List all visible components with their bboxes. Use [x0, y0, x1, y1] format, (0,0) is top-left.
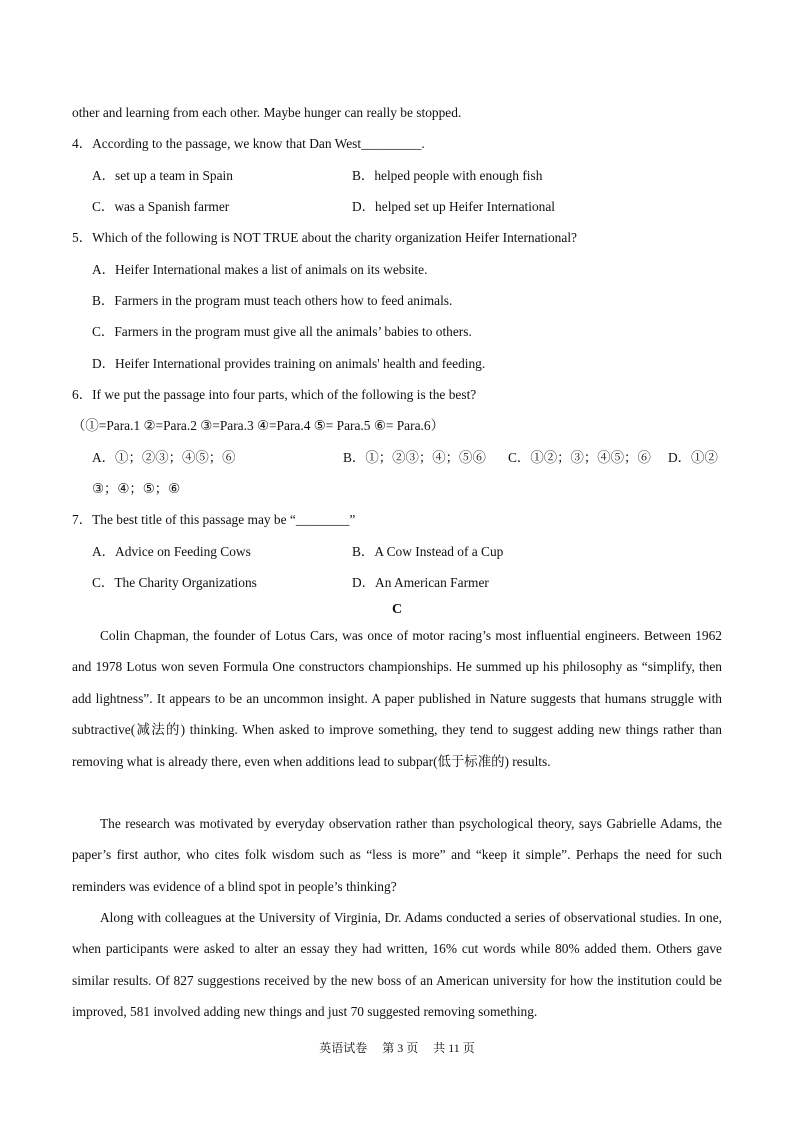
question-6-option-a: A．①；②③；④⑤；⑥: [92, 450, 236, 465]
footer-total-pages: 共 11 页: [433, 1041, 475, 1055]
question-6-option-c: C．①②；③；④⑤；⑥: [508, 450, 651, 465]
footer-subject: 英语试卷: [319, 1041, 368, 1055]
question-4-option-b: B．helped people with enough fish: [352, 168, 543, 183]
question-4-option-d: D．helped set up Heifer International: [352, 199, 556, 214]
question-7-stem: 7．The best title of this passage may be “________”: [72, 512, 356, 527]
question-5-option-b: B．Farmers in the program must teach others how to feed animals.: [92, 293, 453, 308]
question-7-option-b: B．A Cow Instead of a Cup: [352, 544, 504, 559]
section-c-title: C: [391, 602, 403, 617]
question-4-option-c: C．was a Spanish farmer: [92, 199, 230, 214]
question-6-note: （①=Para.1 ②=Para.2 ③=Para.3 ④=Para.4 ⑤= Para.5 ⑥= Para.6）: [72, 418, 444, 433]
question-7-option-c: C．The Charity Organizations: [92, 575, 257, 590]
question-6-stem: 6．If we put the passage into four parts, which of the following is the best?: [72, 387, 477, 402]
question-5-option-c: C．Farmers in the program must give all the animals’ babies to others.: [92, 324, 472, 339]
section-c-paragraph-1: Colin Chapman, the founder of Lotus Cars, was once of motor racing’s most influential engineers. Between 1962 and 1978 Lotus won seven Formula One constructors championships. He summed up his philosophy as “simplify, then add lightness”. It appears to be an uncommon insight. A paper published in Nature suggests that humans struggle with subtractive(减法的) thinking. When asked to improve something, they tend to suggest adding new things rather than removing what is already there, even when additions lead to subpar(低于标准的) results.: [72, 628, 722, 769]
question-5-option-d: D．Heifer International provides training on animals' health and feeding.: [92, 356, 486, 371]
intro-tail-text: other and learning from each other. Maybe hunger can really be stopped.: [72, 105, 462, 120]
question-4-stem: 4．According to the passage, we know that Dan West_________.: [72, 136, 425, 151]
question-5-option-a: A．Heifer International makes a list of animals on its website.: [92, 262, 428, 277]
question-6-option-d-wrap: ③；④；⑤；⑥: [92, 481, 181, 496]
page-footer: [0, 1040, 794, 1056]
footer-page-number: 第 3 页: [382, 1041, 419, 1055]
question-7-option-d: D．An American Farmer: [352, 575, 489, 590]
section-c-paragraph-3: Along with colleagues at the University of Virginia, Dr. Adams conducted a series of observational studies. In one, when participants were asked to alter an essay they had written, 16% cut words while 80% added them. Others gave similar results. Of 827 suggestions received by the new boss of an American university for how the institution could be improved, 581 involved adding new things and just 70 suggested removing something.: [72, 910, 722, 1020]
question-5-stem: 5．Which of the following is NOT TRUE about the charity organization Heifer International?: [72, 230, 577, 245]
question-6-option-b: B．①；②③；④；⑤⑥: [343, 450, 486, 465]
question-6-option-d: D．①②: [668, 450, 718, 465]
question-4-option-a: A．set up a team in Spain: [92, 168, 233, 183]
section-c-paragraph-2: The research was motivated by everyday observation rather than psychological theory, says Gabrielle Adams, the paper’s first author, who cites folk wisdom such as “less is more” and “keep it simple”. Perhaps the need for such reminders was evidence of a blind spot in people’s thinking?: [72, 816, 722, 894]
question-7-option-a: A．Advice on Feeding Cows: [92, 544, 251, 559]
